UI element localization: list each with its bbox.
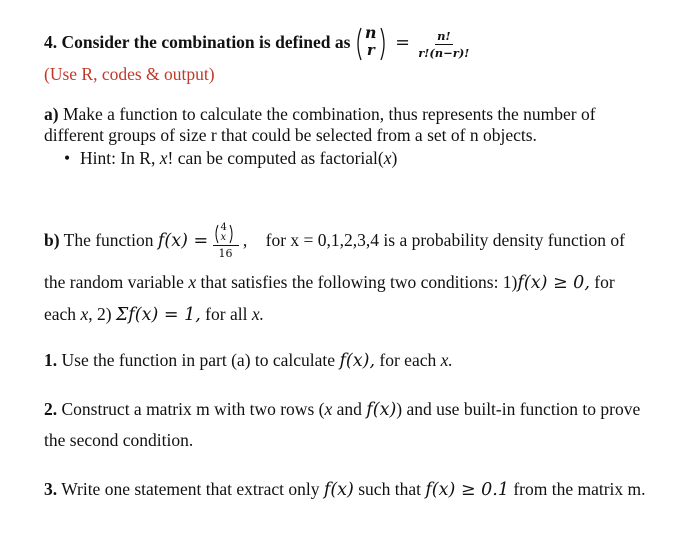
line3-sum: Σf(x) = 1, [115, 305, 201, 325]
part-b-for: for x = 0,1,2,3,4 is a probability density function of [265, 230, 625, 251]
item-3-label: 3. [44, 479, 58, 499]
part-b-text1: The function [63, 230, 154, 251]
binomial-bottom: r [366, 41, 375, 59]
pdf-denominator: 16 [218, 247, 233, 260]
pdf-binomial-top: 4 [220, 222, 227, 233]
part-a-text1: Make a function to calculate the combination, thus represents the number of [62, 104, 596, 124]
item-3-post: from the matrix m. [513, 479, 646, 499]
line2-pre: the random variable [44, 272, 184, 292]
line2-post: for [594, 272, 615, 292]
hint-var2: x [383, 148, 392, 168]
line2-mid: that satisfies the following two conditions: 1) [200, 272, 518, 292]
hint-var: x [159, 148, 168, 168]
hint-mid: ! can be computed as factorial( [167, 148, 384, 168]
item-1-fx: f(x), [339, 351, 376, 371]
item-1-post: for each [379, 350, 437, 370]
part-b-label: b) [44, 230, 60, 251]
item-2-post: ) and use built-in function to prove [396, 399, 641, 419]
line2-cond: f(x) ≥ 0, [517, 273, 590, 293]
part-a-label: a) [44, 104, 59, 124]
item-1-var: x. [440, 350, 453, 370]
item-1 [44, 350, 453, 371]
part-b-comma: , [242, 230, 248, 251]
question-title: 4. Consider the combination is defined as [44, 32, 351, 53]
binomial-top: n [364, 23, 377, 42]
binomial-n-r [355, 23, 387, 62]
part-b-line3 [44, 304, 264, 325]
fraction-numerator: n! [437, 28, 451, 43]
part-b-line2 [44, 272, 615, 293]
item-2-fx: f(x) [366, 400, 397, 420]
line3-mid: , 2) [88, 304, 112, 324]
item-2 [44, 399, 640, 420]
hint-post: ) [391, 148, 398, 168]
fraction-denominator: r!(n−r)! [418, 45, 470, 60]
item-1-pre: Use the function in part (a) to calculate [61, 350, 336, 370]
item-3-mid: such that [358, 479, 421, 499]
item-3-fx: f(x) [323, 480, 354, 500]
bullet-icon: • [64, 148, 71, 168]
item-2-x: x [324, 399, 333, 419]
line3-post: for all [205, 304, 248, 324]
item-3 [44, 479, 646, 500]
item-2-pre: Construct a matrix m with two rows ( [61, 399, 325, 419]
item-2-label: 2. [44, 399, 58, 419]
part-b-fx: f(x) = [157, 231, 209, 252]
part-a-line2: different groups of size r that could be selected from a set of n objects. [44, 125, 537, 145]
item-1-label: 1. [44, 350, 58, 370]
factorial-fraction [418, 29, 469, 60]
question-subheading: (Use R, codes & output) [44, 64, 215, 84]
item-3-cond: f(x) ≥ 0.1 [425, 480, 509, 500]
pdf-fraction [213, 224, 239, 260]
line3-var: x [80, 304, 89, 324]
item-3-pre: Write one statement that extract only [61, 479, 320, 499]
item-2-line2: the second condition. [44, 430, 194, 450]
equals-sign: = [395, 33, 410, 54]
part-a-hint [64, 148, 397, 169]
hint-pre: Hint: In R, [80, 148, 156, 168]
part-b-line1 [44, 224, 625, 266]
part-a-line1 [44, 104, 596, 125]
question-heading [44, 23, 470, 62]
line3-var2: x. [251, 304, 264, 324]
line3-pre: each [44, 304, 77, 324]
pdf-binomial-bottom: x [220, 232, 227, 243]
pdf-binomial [213, 224, 239, 246]
line2-var: x [188, 272, 197, 292]
item-2-and: and [336, 399, 362, 419]
